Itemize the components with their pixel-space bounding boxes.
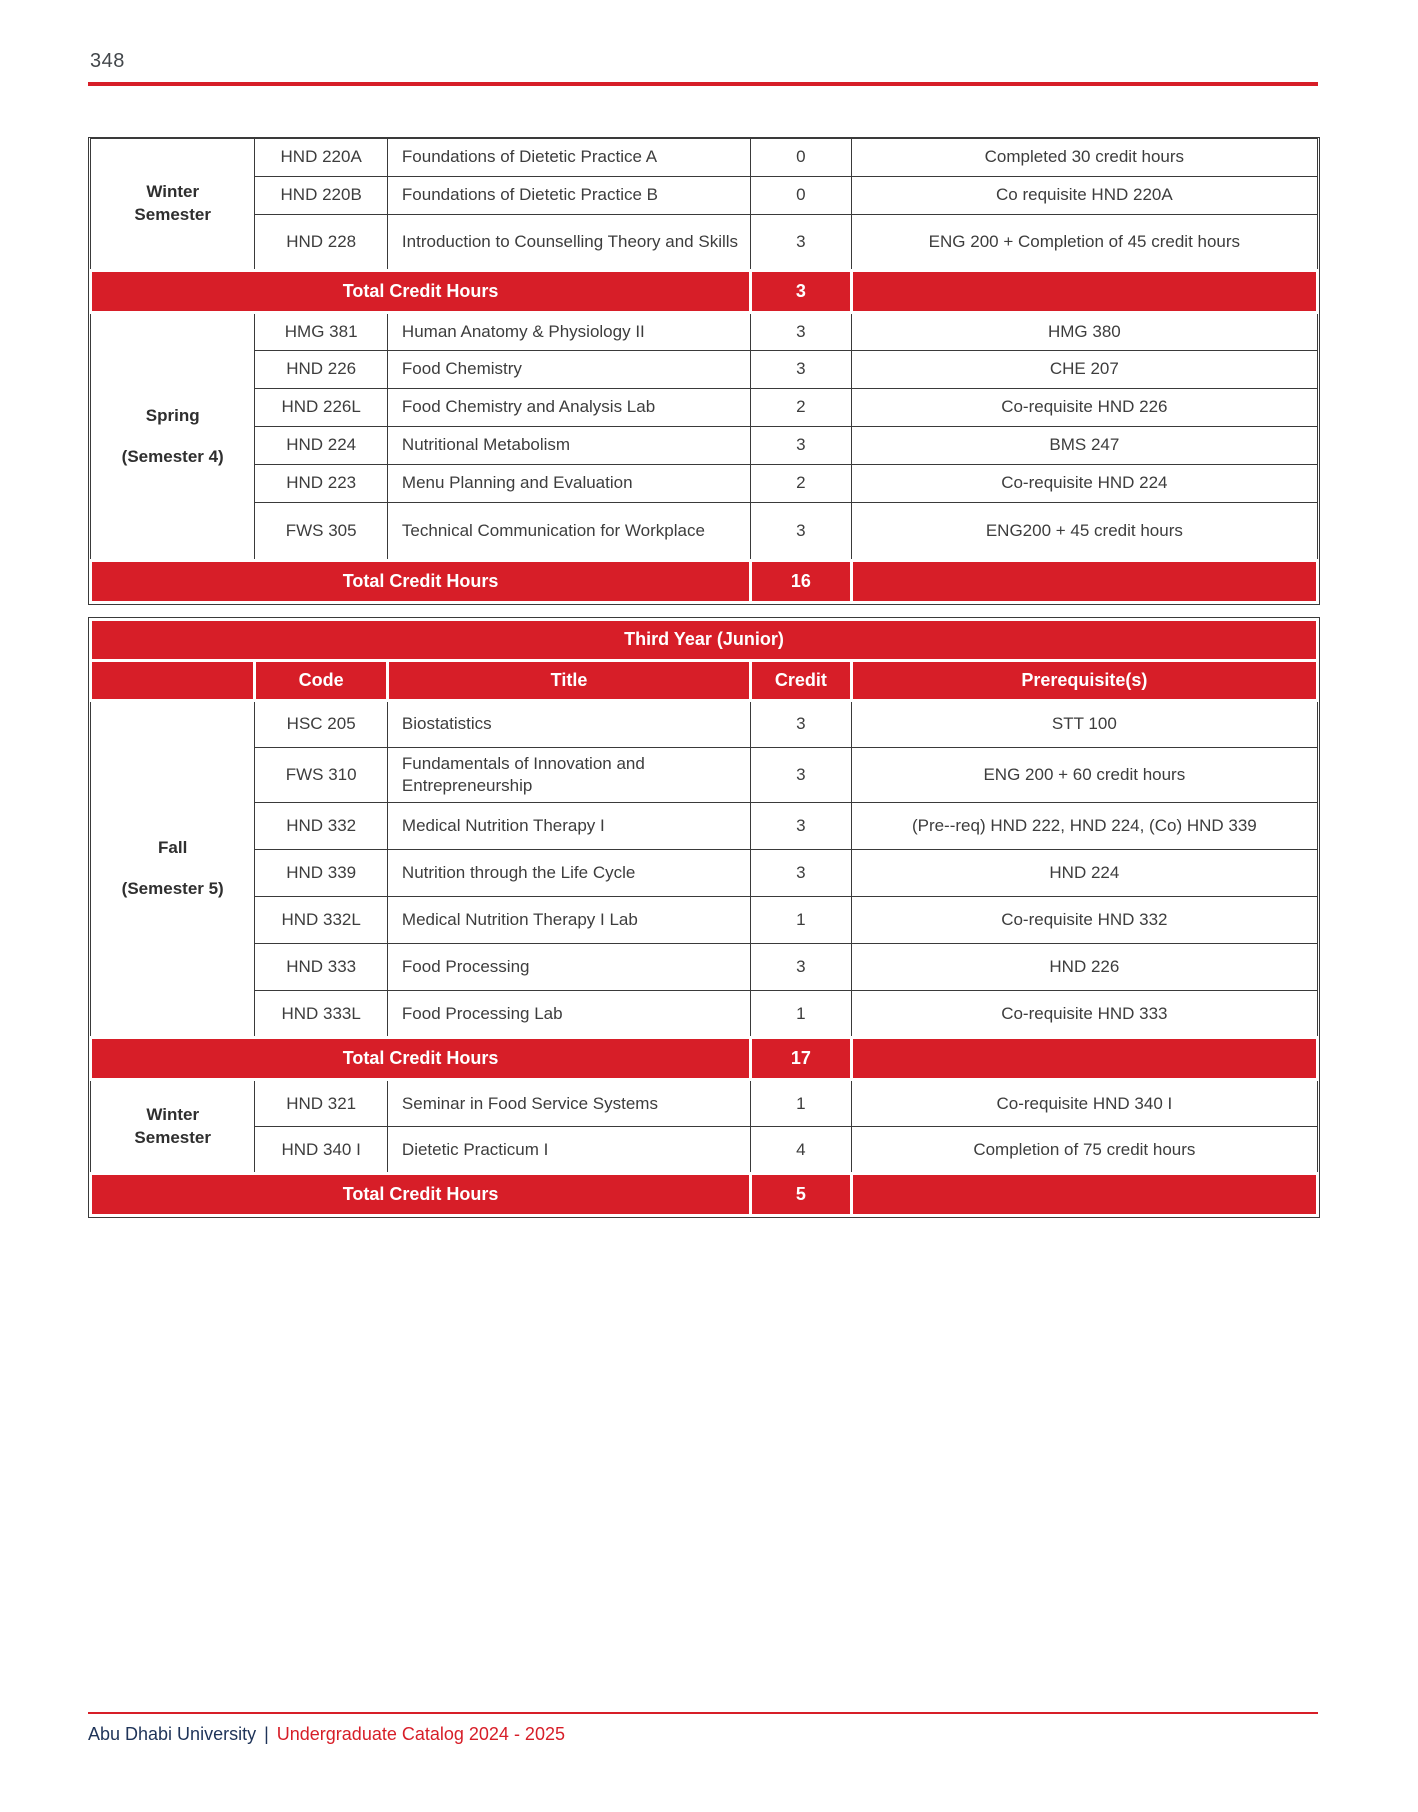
course-title: Food Chemistry [387, 351, 750, 389]
year2-table [89, 138, 1319, 604]
total-value: 17 [751, 1038, 852, 1080]
course-prereq: CHE 207 [851, 351, 1317, 389]
course-row [91, 944, 1318, 991]
semester-label-line2: (Semester 5) [121, 879, 224, 899]
year-title-row [91, 620, 1318, 661]
semester-label-fall [91, 701, 255, 1038]
total-label: Total Credit Hours [91, 271, 751, 313]
course-credit: 4 [751, 1127, 852, 1174]
semester-label-line1: Spring [145, 405, 200, 425]
semester-label-line2: (Semester 4) [121, 446, 224, 466]
course-title: Medical Nutrition Therapy I [387, 803, 750, 850]
course-credit: 2 [751, 465, 852, 503]
course-code: HND 332L [255, 897, 388, 944]
total-label: Total Credit Hours [91, 1174, 751, 1216]
total-value: 5 [751, 1174, 852, 1216]
semester-label-line1: Fall [158, 838, 188, 858]
course-row [91, 427, 1318, 465]
course-prereq: HMG 380 [851, 313, 1317, 351]
course-title: Human Anatomy & Physiology II [387, 313, 750, 351]
course-credit: 0 [751, 177, 852, 215]
footer-separator: | [264, 1724, 269, 1744]
course-credit: 3 [751, 803, 852, 850]
course-title: Technical Communication for Workplace [387, 503, 750, 561]
course-row [91, 1127, 1318, 1174]
course-prereq: Co-requisite HND 340 I [851, 1080, 1317, 1127]
course-title: Medical Nutrition Therapy I Lab [387, 897, 750, 944]
semester-label-line2: Semester [134, 205, 211, 224]
course-title: Seminar in Food Service Systems [387, 1080, 750, 1127]
course-code: HND 220A [255, 139, 388, 177]
course-code: HND 226L [255, 389, 388, 427]
course-row [91, 748, 1318, 803]
course-prereq: Completion of 75 credit hours [851, 1127, 1317, 1174]
course-row [91, 803, 1318, 850]
course-title: Food Chemistry and Analysis Lab [387, 389, 750, 427]
semester-label-winter [91, 1080, 255, 1174]
header-rule [88, 82, 1318, 86]
course-code: HND 224 [255, 427, 388, 465]
header-title: Title [387, 661, 750, 701]
course-code: HND 332 [255, 803, 388, 850]
footer [88, 1724, 565, 1745]
course-credit: 3 [751, 427, 852, 465]
course-credit: 3 [751, 313, 852, 351]
course-prereq: Co-requisite HND 333 [851, 991, 1317, 1038]
course-row [91, 389, 1318, 427]
course-prereq: ENG 200 + 60 credit hours [851, 748, 1317, 803]
course-row [91, 850, 1318, 897]
course-credit: 1 [751, 897, 852, 944]
header-prereq: Prerequisite(s) [851, 661, 1317, 701]
course-credit: 3 [751, 701, 852, 748]
course-credit: 1 [751, 991, 852, 1038]
course-row [91, 177, 1318, 215]
semester-label-winter [91, 139, 255, 271]
course-row [91, 1080, 1318, 1127]
course-title: Nutrition through the Life Cycle [387, 850, 750, 897]
footer-rule [88, 1712, 1318, 1714]
course-title: Food Processing [387, 944, 750, 991]
course-code: HSC 205 [255, 701, 388, 748]
year3-table [89, 618, 1319, 1217]
course-prereq: Completed 30 credit hours [851, 139, 1317, 177]
course-code: HND 228 [255, 215, 388, 271]
total-label: Total Credit Hours [91, 561, 751, 603]
course-credit: 2 [751, 389, 852, 427]
course-row [91, 897, 1318, 944]
course-code: FWS 310 [255, 748, 388, 803]
course-code: HND 340 I [255, 1127, 388, 1174]
course-prereq: ENG200 + 45 credit hours [851, 503, 1317, 561]
course-row [91, 991, 1318, 1038]
course-prereq: HND 224 [851, 850, 1317, 897]
column-header-row [91, 661, 1318, 701]
course-prereq: Co requisite HND 220A [851, 177, 1317, 215]
total-row [91, 561, 1318, 603]
header-code: Code [255, 661, 388, 701]
course-title: Menu Planning and Evaluation [387, 465, 750, 503]
year-title: Third Year (Junior) [91, 620, 1318, 661]
course-title: Nutritional Metabolism [387, 427, 750, 465]
course-credit: 1 [751, 1080, 852, 1127]
course-credit: 3 [751, 503, 852, 561]
course-title: Biostatistics [387, 701, 750, 748]
course-code: HND 321 [255, 1080, 388, 1127]
page-number: 348 [90, 50, 125, 72]
course-prereq: Co-requisite HND 224 [851, 465, 1317, 503]
course-title: Dietetic Practicum I [387, 1127, 750, 1174]
total-row [91, 1174, 1318, 1216]
total-empty-cell [851, 1174, 1317, 1216]
course-prereq: ENG 200 + Completion of 45 credit hours [851, 215, 1317, 271]
total-value: 3 [751, 271, 852, 313]
semester-label-line2: Semester [134, 1127, 211, 1147]
course-row [91, 503, 1318, 561]
total-row [91, 271, 1318, 313]
footer-university: Abu Dhabi University [88, 1724, 257, 1744]
course-code: HND 339 [255, 850, 388, 897]
course-prereq: Co-requisite HND 226 [851, 389, 1317, 427]
course-row [91, 351, 1318, 389]
course-credit: 3 [751, 215, 852, 271]
course-row [91, 215, 1318, 271]
course-prereq: (Pre--req) HND 222, HND 224, (Co) HND 339 [851, 803, 1317, 850]
course-prereq: HND 226 [851, 944, 1317, 991]
total-label: Total Credit Hours [91, 1038, 751, 1080]
course-title: Foundations of Dietetic Practice A [387, 139, 750, 177]
course-credit: 0 [751, 139, 852, 177]
course-credit: 3 [751, 748, 852, 803]
semester-table-year3 [88, 617, 1320, 1218]
header-empty-cell [91, 661, 255, 701]
course-prereq: BMS 247 [851, 427, 1317, 465]
course-code: HND 223 [255, 465, 388, 503]
course-code: HMG 381 [255, 313, 388, 351]
total-empty-cell [851, 561, 1317, 603]
course-title: Food Processing Lab [387, 991, 750, 1038]
course-code: HND 226 [255, 351, 388, 389]
course-prereq: STT 100 [851, 701, 1317, 748]
course-code: HND 333 [255, 944, 388, 991]
course-title: Introduction to Counselling Theory and Skills [387, 215, 750, 271]
header-credit: Credit [751, 661, 852, 701]
course-code: FWS 305 [255, 503, 388, 561]
semester-table-year2 [88, 137, 1320, 605]
course-code: HND 220B [255, 177, 388, 215]
course-row [91, 313, 1318, 351]
total-row [91, 1038, 1318, 1080]
footer-catalog: Undergraduate Catalog 2024 - 2025 [276, 1724, 565, 1744]
course-row [91, 139, 1318, 177]
semester-label-line1: Winter [146, 182, 200, 202]
total-empty-cell [851, 1038, 1317, 1080]
course-credit: 3 [751, 944, 852, 991]
semester-label-spring [91, 313, 255, 561]
total-empty-cell [851, 271, 1317, 313]
course-code: HND 333L [255, 991, 388, 1038]
course-row [91, 701, 1318, 748]
course-row [91, 465, 1318, 503]
course-title: Fundamentals of Innovation and Entrepreneurship [387, 748, 750, 803]
total-value: 16 [751, 561, 852, 603]
course-credit: 3 [751, 351, 852, 389]
course-credit: 3 [751, 850, 852, 897]
course-prereq: Co-requisite HND 332 [851, 897, 1317, 944]
semester-label-line1: Winter [146, 1104, 200, 1124]
course-title: Foundations of Dietetic Practice B [387, 177, 750, 215]
